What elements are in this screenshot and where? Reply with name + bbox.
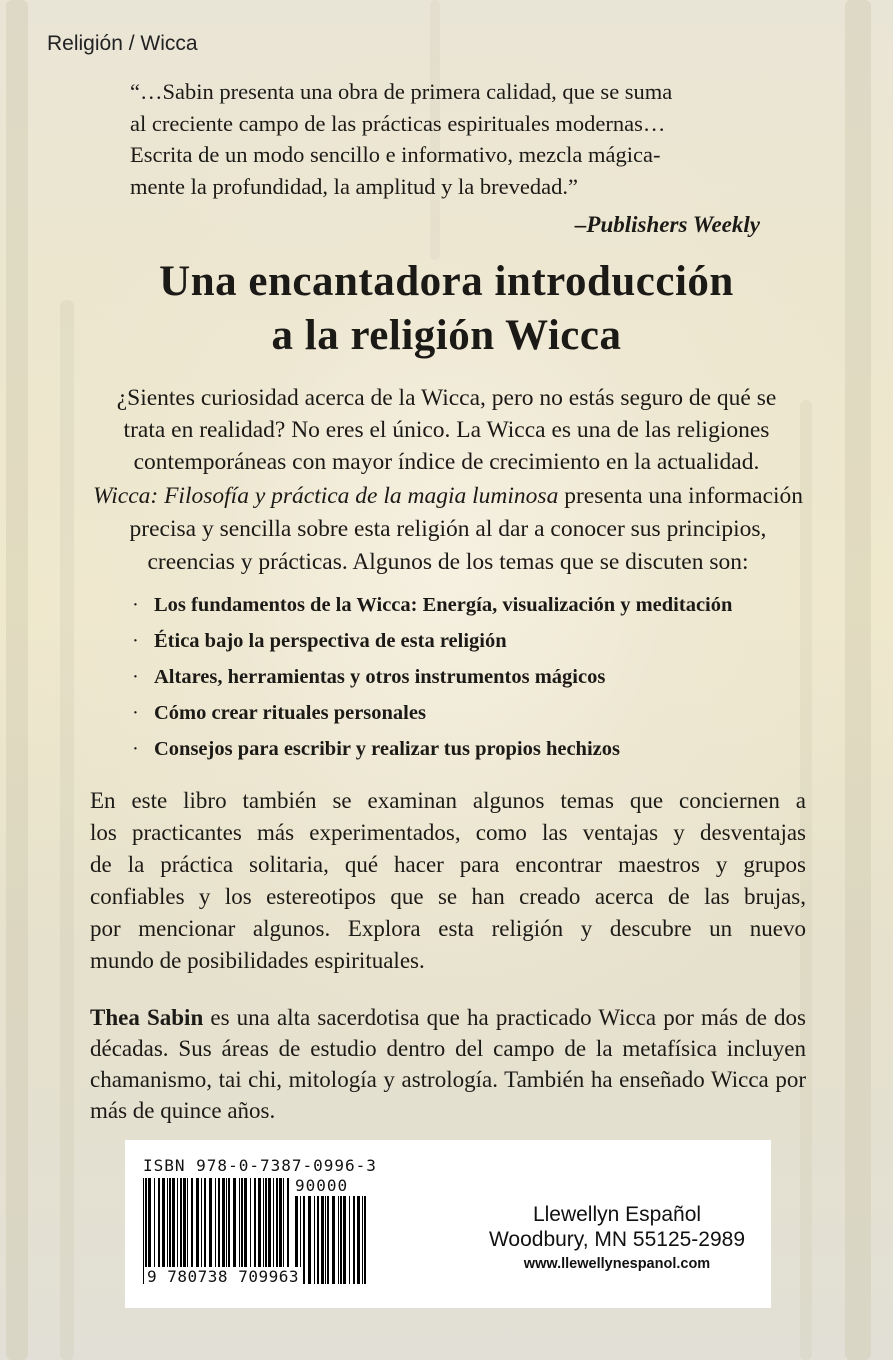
paragraph-line: confiables y los estereotipos que se han creado acerca de las brujas,: [90, 884, 806, 909]
description-line: [88, 480, 808, 513]
quote-line: mente la profundidad, la amplitud y la brevedad.”: [130, 173, 578, 199]
barcode-bar: [308, 1196, 311, 1284]
barcode-bar: [325, 1196, 326, 1284]
quote-source: –Publishers Weekly: [574, 212, 760, 237]
tree-trunk-decoration: [60, 300, 74, 1360]
bio-line: [90, 1002, 806, 1033]
bullet-icon: ·: [132, 594, 139, 616]
barcode-addon-icon: [295, 1196, 367, 1284]
barcode-number: 9 780738 709963: [147, 1267, 299, 1286]
bio-line: décadas. Sus áreas de estudio dentro del campo de la metafísica incluyen: [90, 1036, 806, 1061]
paragraph-line: En este libro también se examinan algunos temas que conciernen a: [90, 788, 806, 813]
barcode-bar: [362, 1196, 363, 1284]
topic-text: Los fundamentos de la Wicca: Energía, visualización y meditación: [154, 594, 733, 616]
author-name: Thea Sabin: [90, 1005, 204, 1030]
barcode-bar: [143, 1178, 144, 1284]
headline: [0, 255, 893, 363]
paragraph-line: por mencionar algunos. Explora esta religión y descubre un nuevo: [90, 916, 806, 941]
quote-line: al creciente campo de las prácticas espirituales modernas…: [130, 110, 666, 136]
barcode-bar: [343, 1196, 346, 1284]
publisher-name: Llewellyn Español: [532, 1203, 702, 1226]
barcode-panel: [125, 1140, 771, 1308]
author-bio: [90, 1002, 806, 1126]
topics-list: [130, 587, 810, 767]
publisher-info: [483, 1202, 751, 1276]
paragraph-line: mundo de posibilidades espirituales.: [90, 948, 425, 973]
isbn-text: ISBN 978-0-7387-0996-3: [143, 1156, 377, 1175]
publisher-website: www.llewellynespanol.com: [523, 1256, 711, 1272]
barcode-bar: [349, 1196, 350, 1284]
bullet-icon: ·: [132, 630, 139, 652]
publisher-address: Woodbury, MN 55125-2989: [488, 1228, 746, 1251]
intro-line: contemporáneas con mayor índice de crecimiento en la actualidad.: [133, 449, 760, 475]
bullet-icon: ·: [132, 738, 139, 760]
barcode-bar: [321, 1196, 324, 1284]
quote-line: “…Sabin presenta una obra de primera calidad, que se suma: [130, 79, 673, 104]
topic-text: Cómo crear rituales personales: [154, 702, 426, 724]
bio-line: más de quince años.: [90, 1098, 276, 1123]
examination-paragraph: [90, 785, 806, 977]
headline-line-2: a la religión Wicca: [271, 312, 622, 359]
intro-line: trata en realidad? No eres el único. La Wicca es una de las religiones: [123, 417, 770, 443]
description-line: creencias y prácticas. Algunos de los temas que se discuten son:: [147, 549, 749, 575]
headline-line-1: Una encantadora introducción: [159, 258, 734, 305]
description-text: presenta una información: [558, 483, 804, 509]
list-item: [130, 731, 810, 767]
paragraph-line: los practicantes más experimentados, como las ventajas y desventajas: [90, 820, 806, 845]
quote-line: Escrita de un modo sencillo e informativo, mezcla mágica-: [130, 142, 661, 167]
barcode-bar: [327, 1196, 329, 1284]
description-line: precisa y sencilla sobre esta religión al dar a conocer sus principios,: [129, 516, 767, 542]
description-paragraph: [88, 480, 808, 579]
list-item: [130, 587, 810, 623]
tree-trunk-decoration: [6, 0, 28, 1360]
topic-text: Ética bajo la perspectiva de esta religión: [154, 630, 507, 652]
barcode-bar: [353, 1196, 355, 1284]
barcode-bar: [364, 1196, 366, 1284]
barcode-bar: [338, 1196, 339, 1284]
list-item: [130, 623, 810, 659]
tree-trunk-decoration: [845, 0, 871, 1360]
bullet-icon: ·: [132, 666, 139, 688]
review-quote: [130, 76, 770, 202]
barcode-bar: [332, 1196, 335, 1284]
barcode-bar: [340, 1196, 342, 1284]
paragraph-line: de la práctica solitaria, qué hacer para encontrar maestros y grupos: [90, 852, 806, 877]
list-item: [130, 659, 810, 695]
book-title: Wicca: Filosofía y práctica de la magia luminosa: [92, 483, 559, 509]
bio-line: chamanismo, tai chi, mitología y astrología. También ha enseñado Wicca por: [90, 1067, 806, 1092]
barcode-addon-text: 90000: [295, 1176, 349, 1195]
topic-text: Altares, herramientas y otros instrumentos mágicos: [154, 666, 606, 688]
barcode-bar: [314, 1196, 315, 1284]
topic-text: Consejos para escribir y realizar tus propios hechizos: [154, 738, 620, 760]
bio-text: es una alta sacerdotisa que ha practicado Wicca por más de dos: [203, 1005, 807, 1030]
list-item: [130, 695, 810, 731]
intro-paragraph: [80, 382, 813, 478]
category-label: Religión / Wicca: [47, 32, 198, 55]
barcode-bar: [303, 1196, 305, 1284]
barcode-bar: [357, 1196, 360, 1284]
intro-line: ¿Sientes curiosidad acerca de la Wicca, pero no estás seguro de qué se: [116, 385, 777, 411]
bullet-icon: ·: [132, 702, 139, 724]
barcode-bar: [317, 1196, 319, 1284]
